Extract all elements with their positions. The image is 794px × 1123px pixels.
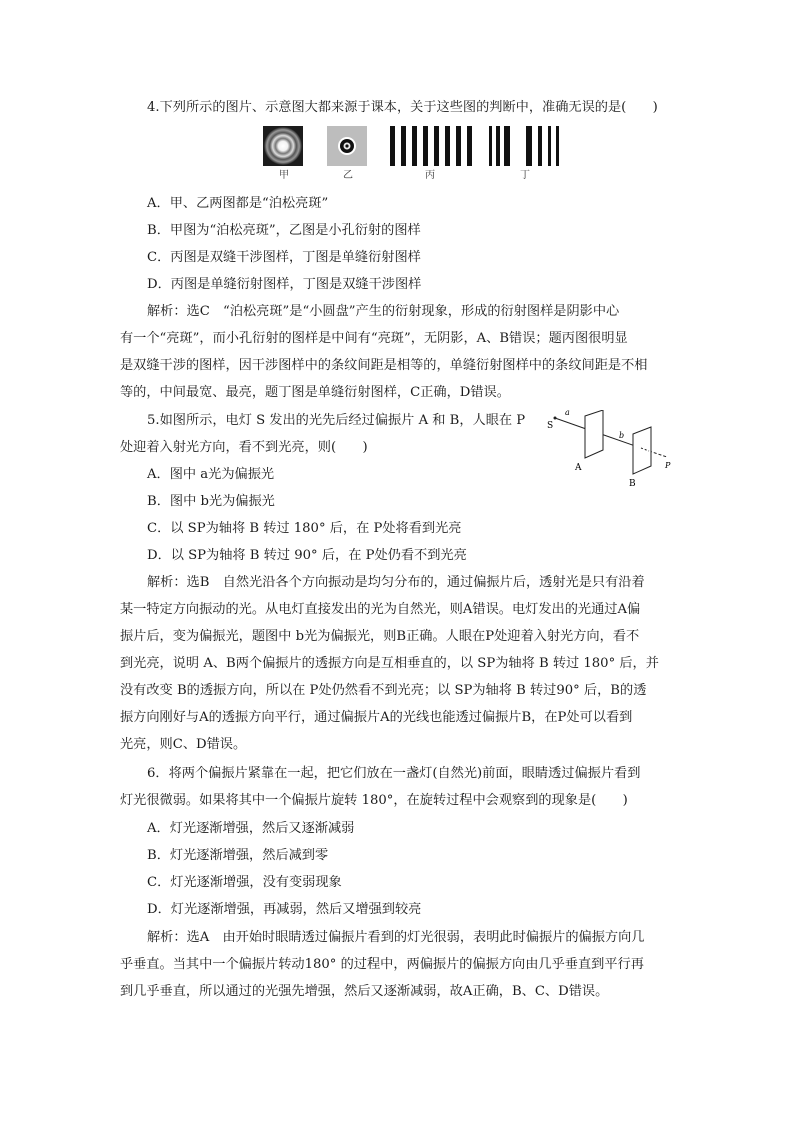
- q6-option-a: A．灯光逐渐增强，然后又逐渐减弱: [147, 821, 355, 836]
- q4-option-c: C．丙图是双缝干涉图样，丁图是单缝衍射图样: [147, 250, 421, 265]
- q6-analysis-line: 解析：选A 由开始时眼睛透过偏振片看到的灯光很弱，表明此时偏振片的偏振方向几: [147, 930, 645, 945]
- polarizer-diagram: [545, 410, 685, 490]
- caption-bing: 丙: [425, 170, 435, 181]
- q4-figures: [263, 126, 563, 182]
- q6-option-c: C．灯光逐渐增强，没有变弱现象: [147, 875, 342, 890]
- figure-jia-image: [263, 126, 303, 166]
- q4-option-a: A．甲、乙两图都是“泊松亮斑”: [147, 196, 329, 211]
- q4-option-b: B．甲图为“泊松亮斑”，乙图是小孔衍射的图样: [147, 223, 421, 238]
- q6-stem-line2: 灯光很微弱。如果将其中一个偏振片旋转 180°，在旋转过程中会观察到的现象是( ): [120, 793, 628, 808]
- label-p: P: [665, 461, 671, 470]
- q4-stem: 4.下列所示的图片、示意图大都来源于课本，关于这些图的判断中，准确无误的是( ): [147, 100, 658, 115]
- q5-option-c: C．以 SP为轴将 B 转过 180° 后，在 P处将看到光亮: [147, 521, 462, 536]
- q4-analysis-line: 是双缝干涉的图样，因干涉图样中的条纹间距是相等的，单缝衍射图样中的条纹间距是不相: [120, 358, 648, 373]
- q5-analysis-line: 解析：选B 自然光沿各个方向振动是均匀分布的，通过偏振片后，透射光是只有沿着: [147, 575, 645, 590]
- label-a-ray: a: [565, 410, 570, 417]
- q6-analysis-line: 到几乎垂直，所以通过的光强先增强，然后又逐渐减弱，故A正确，B、C、D错误。: [120, 984, 609, 999]
- q5-option-a: A．图中 a光为偏振光: [147, 467, 275, 482]
- label-polarizer-b: B: [629, 479, 636, 489]
- q5-option-d: D．以 SP为轴将 B 转过 90° 后，在 P处仍看不到光亮: [147, 548, 467, 563]
- figure-yi-image: [327, 126, 367, 166]
- q4-analysis-line: 等的，中间最宽、最亮，题丁图是单缝衍射图样，C正确，D错误。: [120, 385, 510, 400]
- label-polarizer-a: A: [575, 463, 582, 473]
- figure-bing-image: [390, 126, 472, 166]
- q5-analysis-line: 没有改变 B的透振方向，所以在 P处仍然看不到光亮；以 SP为轴将 B 转过90° 后，B的透: [120, 683, 647, 698]
- q4-analysis-line: 有一个“亮斑”，而小孔衍射的图样是中间有“亮斑”，无阴影，A、B错误；题丙图很明显: [120, 331, 628, 346]
- q5-option-b: B．图中 b光为偏振光: [147, 494, 275, 509]
- q6-option-b: B．灯光逐渐增强，然后减到零: [147, 848, 329, 863]
- q5-analysis-line: 振片后，变为偏振光，题图中 b光为偏振光，则B正确。人眼在P处迎着入射光方向，看不: [120, 629, 640, 644]
- q5-analysis-line: 光亮，则C、D错误。: [120, 737, 247, 752]
- caption-yi: 乙: [343, 170, 353, 181]
- q5-stem-line1: 5.如图所示，电灯 S 发出的光先后经过偏振片 A 和 B，人眼在 P: [147, 413, 526, 428]
- caption-ding: 丁: [520, 170, 530, 181]
- q5-stem-line2: 处迎着入射光方向，看不到光亮，则( ): [120, 440, 368, 455]
- caption-jia: 甲: [279, 170, 289, 181]
- label-s: S: [547, 421, 554, 431]
- q6-option-d: D．灯光逐渐增强，再减弱，然后又增强到较亮: [147, 902, 422, 917]
- q5-analysis-line: 某一特定方向振动的光。从电灯直接发出的光为自然光，则A错误。电灯发出的光通过A偏: [120, 602, 641, 617]
- figure-ding-image: [489, 126, 559, 166]
- q4-option-d: D．丙图是单缝衍射图样，丁图是双缝干涉图样: [147, 277, 422, 292]
- q6-analysis-line: 乎垂直。当其中一个偏振片转动180° 的过程中，两偏振片的偏振方向由几乎垂直到平行再: [120, 957, 644, 972]
- label-b-ray: b: [619, 431, 625, 440]
- q4-analysis-line: 解析：选C “泊松亮斑”是“小圆盘”产生的衍射现象，形成的衍射图样是阴影中心: [147, 304, 620, 319]
- q5-analysis-line: 振方向刚好与A的透振方向平行，通过偏振片A的光线也能透过偏振片B，在P处可以看到: [120, 710, 633, 725]
- q5-analysis-line: 到光亮，说明 A、B两个偏振片的透振方向是互相垂直的，以 SP为轴将 B 转过 180° 后，并: [120, 656, 659, 671]
- q6-stem-line1: 6．将两个偏振片紧靠在一起，把它们放在一盏灯(自然光)前面，眼睛透过偏振片看到: [147, 766, 641, 781]
